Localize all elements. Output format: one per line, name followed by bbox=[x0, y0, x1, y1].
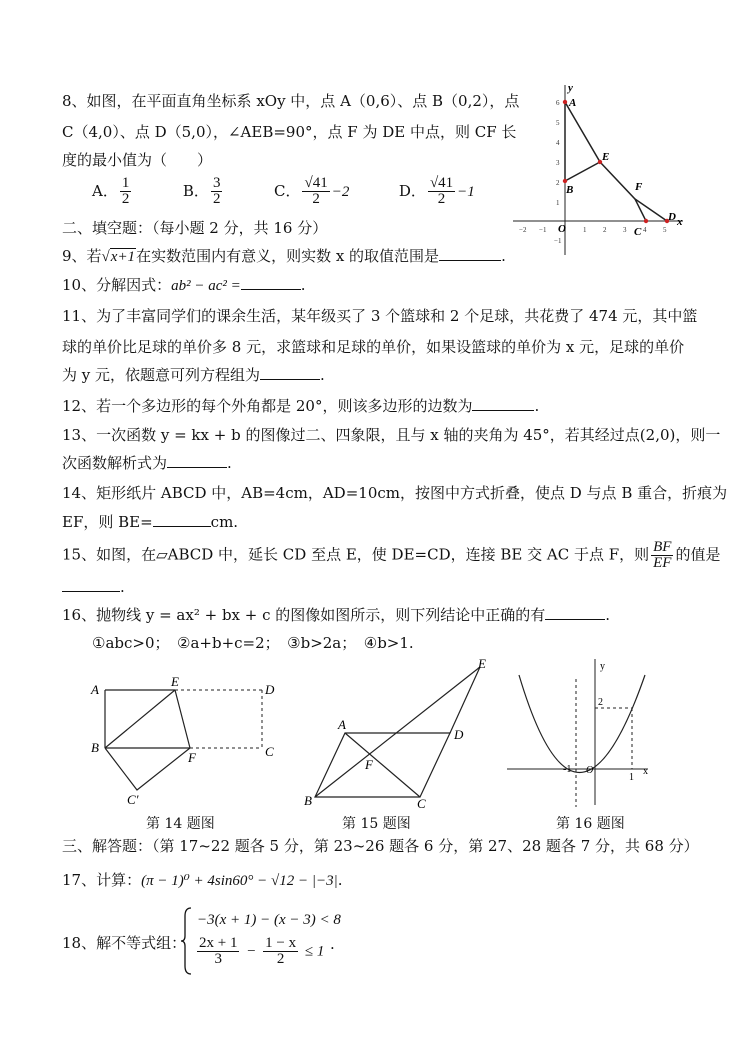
fig14-label-F: F bbox=[188, 750, 196, 765]
section3-heading: 三、解答题：（第 17~22 题各 5 分，第 23~26 题各 6 分，第 27、28 题各 7 分，共 68 分） bbox=[62, 837, 699, 855]
fig8-ytick: 1 bbox=[556, 199, 560, 207]
fig16-label-2: 2 bbox=[598, 697, 603, 708]
q18-inequality-2: $\frac{2x + 1}{3}$ − $\frac{1 - x}{2}$ ≤ 1 bbox=[199, 935, 325, 967]
fig8-label-A: A bbox=[569, 97, 577, 109]
fig8-ytick: 6 bbox=[556, 99, 560, 107]
fig15-label-C: C bbox=[417, 796, 426, 810]
q8-line3: 度的最小值为（ ） bbox=[62, 151, 213, 169]
fig8-xtick: −2 bbox=[519, 226, 527, 234]
fig8-label-O: O bbox=[558, 223, 566, 235]
q11-line1: 11、为了丰富同学们的课余生活，某年级买了 3 个篮球和 2 个足球，共花费了 474 元，其中篮 bbox=[62, 307, 698, 325]
fig8-ytick: 5 bbox=[556, 119, 560, 127]
fig15-label-D: D bbox=[454, 727, 464, 742]
fig15-label-F: F bbox=[365, 757, 373, 772]
fig8-xtick: 1 bbox=[583, 226, 587, 234]
q9-answer-blank[interactable] bbox=[439, 246, 501, 261]
fig8-xtick: −1 bbox=[539, 226, 547, 234]
figure-q14-fold bbox=[85, 670, 285, 810]
q11-line3: 为 y 元，依题意可列方程组为 . bbox=[62, 366, 325, 384]
fig16-label-O: O bbox=[586, 765, 594, 776]
q13-line2: 次函数解析式为 . bbox=[62, 454, 232, 472]
fig15-label-A: A bbox=[338, 717, 346, 732]
fig14-label-B: B bbox=[91, 740, 99, 755]
figure-q16-parabola bbox=[505, 655, 655, 810]
q11-line2: 球的单价比足球的单价多 8 元，求篮球和足球的单价，如果设篮球的单价为 x 元，足球的单价 bbox=[62, 338, 685, 356]
q9: 9、若√x+1在实数范围内有意义，则实数 x 的取值范围是 . bbox=[62, 247, 506, 265]
fig8-label-E: E bbox=[602, 151, 610, 163]
fig14-label-A: A bbox=[91, 682, 99, 697]
q10-answer-blank[interactable] bbox=[241, 275, 301, 290]
q10: 10、分解因式：ab² − ac² = . bbox=[62, 276, 306, 294]
q16-line1: 16、抛物线 y = ax² + bx + c 的图像如图所示，则下列结论中正确的有 . bbox=[62, 606, 611, 624]
figure-q15-parallelogram bbox=[295, 655, 495, 810]
fig8-xtick: 4 bbox=[643, 226, 647, 234]
q17: 17、计算：(π − 1)⁰ + 4sin60° − √12 − |−3|. bbox=[62, 871, 343, 889]
q16-answer-blank[interactable] bbox=[545, 605, 605, 620]
q8-line1: 8、如图，在平面直角坐标系 xOy 中，点 A（0,6）、点 B（0,2），点 bbox=[62, 92, 520, 110]
fig8-label-D: D bbox=[668, 211, 676, 223]
fig14-caption: 第 14 题图 bbox=[146, 816, 215, 832]
q13-line1: 13、一次函数 y = kx + b 的图像过二、四象限，且与 x 轴的夹角为 45°，若其经过点(2,0)，则一 bbox=[62, 426, 721, 444]
q18-inequality-1: −3(x + 1) − (x − 3) < 8 bbox=[197, 912, 341, 928]
fig16-label-neg1: -1 bbox=[563, 764, 572, 775]
fig8-label-B: B bbox=[566, 184, 574, 196]
fig14-label-C: C bbox=[265, 744, 274, 759]
q8-line2: C（4,0）、点 D（5,0），∠AEB=90°，点 F 为 DE 中点，则 CF 长 bbox=[62, 123, 517, 141]
q8-option-c: C． $\frac{√41}{2}$ −2 bbox=[274, 175, 350, 207]
q15-answer-blank[interactable] bbox=[62, 577, 120, 592]
fig8-ytick: 2 bbox=[556, 179, 560, 187]
fig16-label-1: 1 bbox=[629, 772, 634, 783]
q18-label: 18、解不等式组： bbox=[62, 934, 187, 952]
fig8-label-F: F bbox=[635, 181, 643, 193]
fig14-label-Cprime: C′ bbox=[127, 792, 139, 807]
section2-heading: 二、填空题：（每小题 2 分，共 16 分） bbox=[62, 219, 328, 237]
fig15-label-E: E bbox=[478, 656, 486, 671]
q15-line1: 15、如图，在▱ABCD 中，延长 CD 至点 E，使 DE=CD，连接 BE 交 AC 于点 F，则 $\frac{BF}{EF}$ 的值是 bbox=[62, 539, 721, 571]
q13-answer-blank[interactable] bbox=[167, 453, 227, 468]
fig15-label-B: B bbox=[304, 793, 312, 808]
q16-options: ①abc>0； ②a+b+c=2； ③b>2a； ④b>1. bbox=[92, 634, 414, 652]
fig15-caption: 第 15 题图 bbox=[342, 816, 411, 832]
q8-option-d: D． $\frac{√41}{2}$ −1 bbox=[398, 175, 475, 207]
fig16-label-y: y bbox=[600, 661, 605, 672]
q18-brace bbox=[181, 906, 193, 976]
q15-line2: . bbox=[62, 576, 125, 598]
q14-line2: EF，则 BE= cm. bbox=[62, 513, 239, 531]
q8-option-b: B． $\frac{3}{2}$ bbox=[182, 175, 221, 207]
q8-options bbox=[92, 176, 475, 207]
q14-line1: 14、矩形纸片 ABCD 中，AB=4cm，AD=10cm，按图中方式折叠，使点 D 与点 B 重合，折痕为 bbox=[62, 484, 728, 502]
fig8-ytick: −1 bbox=[554, 237, 562, 245]
fig8-label-x: x bbox=[677, 216, 683, 228]
q9-radical: √x+1 bbox=[101, 249, 136, 265]
figure-q8-coordinate-plane bbox=[508, 80, 688, 260]
q14-answer-blank[interactable] bbox=[153, 512, 211, 527]
fig8-ytick: 4 bbox=[556, 139, 560, 147]
fig16-caption: 第 16 题图 bbox=[556, 816, 625, 832]
fig8-xtick: 5 bbox=[663, 226, 667, 234]
fig8-ytick: 3 bbox=[556, 159, 560, 167]
fig14-label-D: D bbox=[265, 682, 275, 697]
fig8-xtick: 2 bbox=[603, 226, 607, 234]
q18-end: . bbox=[330, 935, 335, 953]
q12: 12、若一个多边形的每个外角都是 20°，则该多边形的边数为 . bbox=[62, 397, 540, 415]
fig8-xtick: 3 bbox=[623, 226, 627, 234]
q11-answer-blank[interactable] bbox=[260, 365, 320, 380]
fig8-label-y: y bbox=[568, 82, 573, 94]
fig8-label-C: C bbox=[634, 226, 642, 238]
q8-option-a: A． $\frac{1}{2}$ bbox=[92, 175, 130, 207]
fig14-label-E: E bbox=[171, 674, 179, 689]
fig16-label-x: x bbox=[643, 766, 648, 777]
q12-answer-blank[interactable] bbox=[472, 396, 534, 411]
